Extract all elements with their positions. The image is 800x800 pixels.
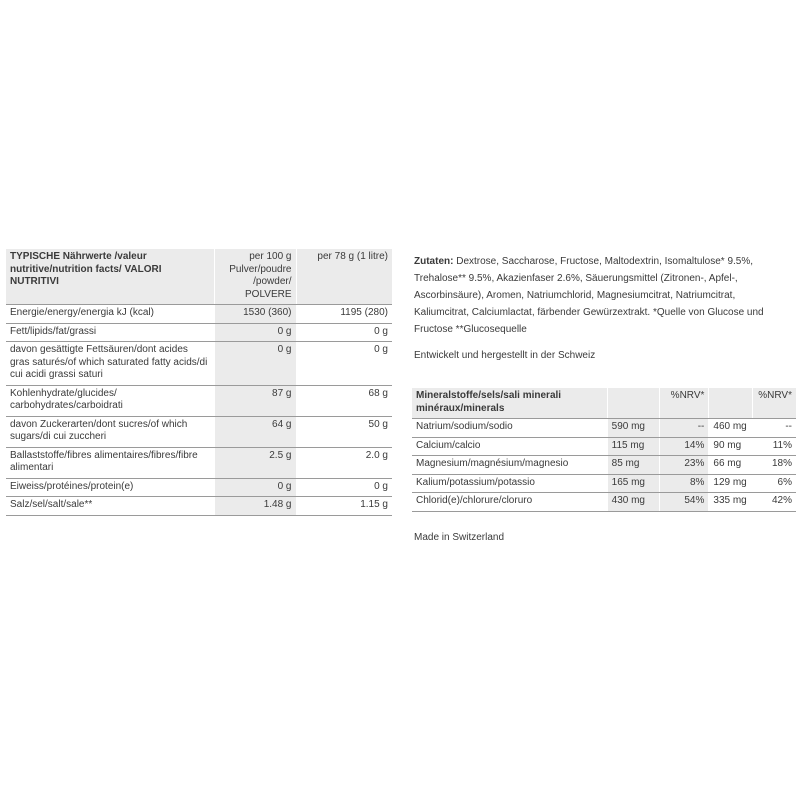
nutrition-per78: 2.0 g: [296, 447, 392, 478]
mineral-nrv-litre: 6%: [753, 474, 796, 493]
ingredients-heading: Zutaten:: [414, 256, 454, 267]
nutrition-row: [6, 385, 392, 416]
nutrition-row: [6, 478, 392, 497]
mineral-value-litre: 335 mg: [709, 493, 753, 512]
nutrition-per78: 0 g: [296, 323, 392, 342]
nutrition-label: davon Zuckerarten/dont sucres/of which sugars/di cui zuccheri: [6, 416, 214, 447]
minerals-header-label: Mineralstoffe/sels/sali minerali minéraux/minerals: [412, 388, 607, 419]
mineral-nrv-litre: 18%: [753, 456, 796, 475]
mineral-nrv-litre: 11%: [753, 437, 796, 456]
mineral-nrv-litre: --: [753, 419, 796, 438]
mineral-label: Magnesium/magnésium/magnesio: [412, 456, 607, 475]
mineral-nrv-powder: 14%: [660, 437, 709, 456]
nutrition-row: [6, 342, 392, 386]
nutrition-per100: 1530 (360): [214, 305, 296, 324]
minerals-header-v1: [607, 388, 659, 419]
nutrition-label: Eiweiss/protéines/protein(e): [6, 478, 214, 497]
mineral-label: Kalium/potassium/potassio: [412, 474, 607, 493]
nutrition-label: Salz/sel/salt/sale**: [6, 497, 214, 516]
mineral-nrv-powder: 8%: [660, 474, 709, 493]
nutrition-per100: 0 g: [214, 342, 296, 386]
minerals-row: [412, 419, 796, 438]
ingredients-list: Dextrose, Saccharose, Fructose, Maltodextrin, Isomaltulose* 9.5%, Trehalose** 9.5%, Akazienfaser 2.6%, Säuerungsmittel (Zitronen-, Apfel-, Ascorbinsäure), Aromen, Natriumchlorid, Magnesiumcitrat, Natriumcitrat, Kaliumcitrat, Calciumlactat, färbender Gewürzextrakt. *Quelle von Glucose und Fructose **Glucosequelle: [414, 256, 764, 335]
minerals-row: [412, 437, 796, 456]
mineral-value-powder: 165 mg: [607, 474, 659, 493]
minerals-header-row: [412, 388, 796, 419]
nutrition-row: [6, 416, 392, 447]
nutrition-header-per78: per 78 g (1 litre): [296, 249, 392, 305]
nutrition-per78: 0 g: [296, 342, 392, 386]
nutrition-per78: 1.15 g: [296, 497, 392, 516]
mineral-value-litre: 460 mg: [709, 419, 753, 438]
nutrition-row: [6, 323, 392, 342]
nutrition-facts-table: [6, 249, 392, 516]
nutrition-per78: 50 g: [296, 416, 392, 447]
mineral-value-powder: 430 mg: [607, 493, 659, 512]
minerals-row: [412, 474, 796, 493]
minerals-row: [412, 456, 796, 475]
manufactured-note: Entwickelt und hergestellt in der Schweiz: [414, 350, 596, 361]
mineral-value-litre: 66 mg: [709, 456, 753, 475]
nutrition-per100: 1.48 g: [214, 497, 296, 516]
mineral-label: Chlorid(e)/chlorure/cloruro: [412, 493, 607, 512]
nutrition-per100: 2.5 g: [214, 447, 296, 478]
nutrition-per100: 0 g: [214, 323, 296, 342]
nutrition-per78: 1195 (280): [296, 305, 392, 324]
nutrition-row: [6, 497, 392, 516]
ingredients-text: [414, 253, 774, 338]
nutrition-header-per100: per 100 g Pulver/poudre /powder/ POLVERE: [214, 249, 296, 305]
nutrition-label: Kohlenhydrate/glucides/ carbohydrates/carboidrati: [6, 385, 214, 416]
nutrition-per100: 87 g: [214, 385, 296, 416]
nutrition-header-row: [6, 249, 392, 305]
mineral-label: Calcium/calcio: [412, 437, 607, 456]
minerals-header-nrv2: %NRV*: [753, 388, 796, 419]
mineral-value-litre: 90 mg: [709, 437, 753, 456]
nutrition-label: Fett/lipids/fat/grassi: [6, 323, 214, 342]
nutrition-per78: 68 g: [296, 385, 392, 416]
nutrition-per100: 64 g: [214, 416, 296, 447]
mineral-label: Natrium/sodium/sodio: [412, 419, 607, 438]
minerals-table: [412, 388, 796, 512]
mineral-nrv-litre: 42%: [753, 493, 796, 512]
mineral-value-powder: 590 mg: [607, 419, 659, 438]
nutrition-label: Energie/energy/energia kJ (kcal): [6, 305, 214, 324]
minerals-header-v2: [709, 388, 753, 419]
nutrition-per78: 0 g: [296, 478, 392, 497]
minerals-header-nrv1: %NRV*: [660, 388, 709, 419]
nutrition-per100: 0 g: [214, 478, 296, 497]
nutrition-row: [6, 447, 392, 478]
mineral-nrv-powder: 23%: [660, 456, 709, 475]
mineral-value-powder: 115 mg: [607, 437, 659, 456]
nutrition-label: davon gesättigte Fettsäuren/dont acides gras saturés/of which saturated fatty acids/di cui acidi grassi saturi: [6, 342, 214, 386]
nutrition-label: Ballaststoffe/fibres alimentaires/fibres/fibre alimentari: [6, 447, 214, 478]
made-in-switzerland: Made in Switzerland: [414, 532, 505, 543]
nutrition-header-label: TYPISCHE Nährwerte /valeur nutritive/nutrition facts/ VALORI NUTRITIVI: [6, 249, 214, 305]
mineral-value-powder: 85 mg: [607, 456, 659, 475]
mineral-nrv-powder: 54%: [660, 493, 709, 512]
mineral-value-litre: 129 mg: [709, 474, 753, 493]
mineral-nrv-powder: --: [660, 419, 709, 438]
nutrition-row: [6, 305, 392, 324]
minerals-row: [412, 493, 796, 512]
